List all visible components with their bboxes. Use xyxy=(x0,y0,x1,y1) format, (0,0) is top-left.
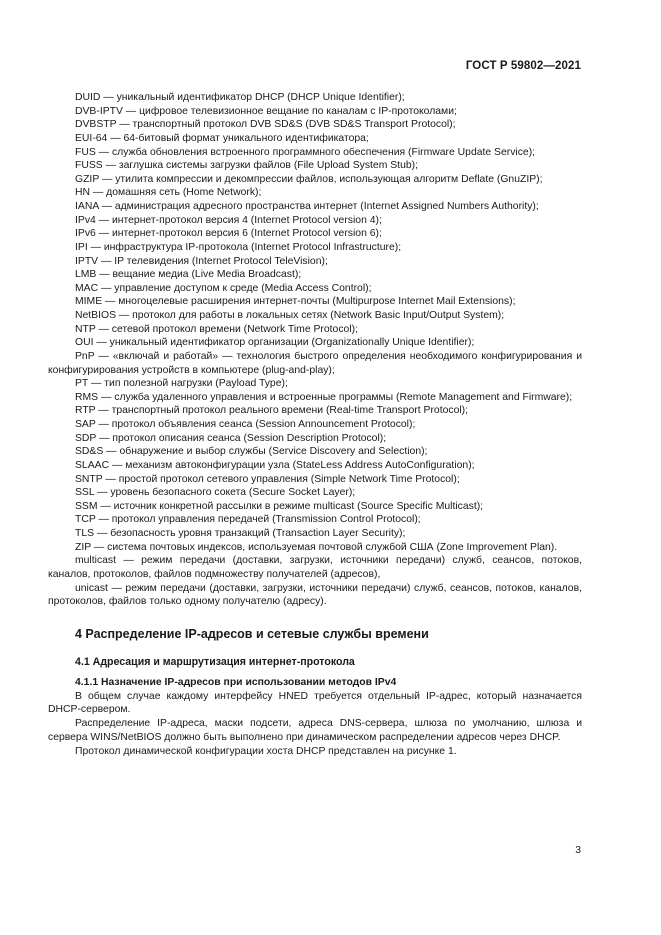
list-item: SSM — источник конкретной рассылки в режиме multicast (Source Specific Multicast); xyxy=(75,500,484,512)
section-body xyxy=(48,676,582,758)
page-number: 3 xyxy=(575,845,581,856)
list-item: RTP — транспортный протокол реального времени (Real-time Transport Protocol); xyxy=(75,405,469,417)
list-item: FUS — служба обновления встроенного программного обеспечения (Firmware Update Service); xyxy=(75,146,536,158)
subsection-title: 4.1 Адресация и маршрутизация интернет-протокола xyxy=(75,656,355,668)
list-item: IPTV — IP телевидения (Internet Protocol TeleVision); xyxy=(75,255,328,267)
list-item: SDP — протокол описания сеанса (Session Description Protocol); xyxy=(75,432,387,444)
list-item: TLS — безопасность уровня транзакций (Transaction Layer Security); xyxy=(75,528,406,539)
list-item: GZIP — утилита компрессии и декомпрессии файлов, использующая алгоритм Deflate (GnuZIP); xyxy=(75,173,543,185)
abbreviation-list xyxy=(48,91,582,609)
paragraph: Протокол динамической конфигурации хоста DHCP представлен на рисунке 1. xyxy=(75,745,457,757)
list-item: multicast — режим передачи (доставки, загрузки, источники передачи) служб, сеансов, потоков, каналов, протоколов, файлов подмножеству получателей (адресов), xyxy=(48,555,582,580)
list-item: NTP — сетевой протокол времени (Network Time Protocol); xyxy=(75,323,358,335)
list-item: IANA — администрация адресного пространства интернет (Internet Assigned Numbers Authority); xyxy=(75,201,539,212)
list-item: PnP — «включай и работай» — технология быстрого определения необходимого конфигурирования и конфигурирования устройств в компьютере (plug-and-play); xyxy=(48,350,582,376)
list-item: SD&S — обнаружение и выбор службы (Service Discovery and Selection); xyxy=(75,446,428,458)
list-item: FUSS — заглушка системы загрузки файлов (File Upload System Stub); xyxy=(75,160,418,172)
list-item: DVBSTP — транспортный протокол DVB SD&S (DVB SD&S Transport Protocol); xyxy=(75,119,456,131)
list-item: TCP — протокол управления передачей (Transmission Control Protocol); xyxy=(75,514,421,526)
list-item: SNTP — простой протокол сетевого управления (Simple Network Time Protocol); xyxy=(75,473,460,485)
list-item: RMS — служба удаленного управления и встроенные программы (Remote Management and Firmware); xyxy=(75,391,573,403)
list-item: IPv4 — интернет-протокол версия 4 (Internet Protocol version 4); xyxy=(75,214,382,226)
section-title: 4 Распределение IP-адресов и сетевые службы времени xyxy=(75,627,429,641)
subsubsection-title: 4.1.1 Назначение IP-адресов при использовании методов IPv4 xyxy=(75,677,397,688)
list-item: IPv6 — интернет-протокол версия 6 (Internet Protocol version 6); xyxy=(75,228,382,240)
list-item: unicast — режим передачи (доставки, загрузки, источники передачи) служб, сеансов, потоков, каналов, протоколов, файлов только одному получателю (адресу). xyxy=(48,582,582,608)
list-item: OUI — уникальный идентификатор организации (Organizationally Unique Identifier); xyxy=(75,337,475,349)
list-item: MAC — управление доступом к среде (Media Access Control); xyxy=(75,282,372,294)
list-item: SLAAC — механизм автоконфигурации узла (StateLess Address AutoConfiguration); xyxy=(75,459,475,471)
paragraph: В общем случае каждому интерфейсу HNED требуется отдельный IP-адрес, который назначается DHCP-сервером. xyxy=(48,690,582,716)
list-item: LMB — вещание медиа (Live Media Broadcast); xyxy=(75,269,302,281)
list-item: HN — домашняя сеть (Home Network); xyxy=(75,187,262,199)
list-item: NetBIOS — протокол для работы в локальных сетях (Network Basic Input/Output System); xyxy=(75,310,505,321)
list-item: PT — тип полезной нагрузки (Payload Type); xyxy=(75,378,288,390)
standard-code: ГОСТ Р 59802—2021 xyxy=(465,60,581,72)
list-item: DVB-IPTV — цифровое телевизионное вещание по каналам с IP-протоколами; xyxy=(75,105,457,117)
list-item: MIME — многоцелевые расширения интернет-почты (Multipurpose Internet Mail Extensions); xyxy=(75,296,516,308)
list-item: ZIP — система почтовых индексов, используемая почтовой службой США (Zone Improvement Plan). xyxy=(75,541,558,553)
list-item: DUID — уникальный идентификатор DHCP (DHCP Unique Identifier); xyxy=(75,92,405,103)
list-item: SAP — протокол объявления сеанса (Session Announcement Protocol); xyxy=(75,419,416,430)
list-item: SSL — уровень безопасного сокета (Secure Socket Layer); xyxy=(75,487,356,499)
paragraph: Распределение IP-адреса, маски подсети, адреса DNS-сервера, шлюза по умолчанию, шлюза и сервера WINS/NetBIOS должно быть выполнено при динамическом распределении адресов через DHCP. xyxy=(48,718,582,743)
list-item: EUI-64 — 64-битовый формат уникального идентификатора; xyxy=(75,132,369,144)
list-item: IPI — инфраструктура IP-протокола (Internet Protocol Infrastructure); xyxy=(75,241,402,253)
